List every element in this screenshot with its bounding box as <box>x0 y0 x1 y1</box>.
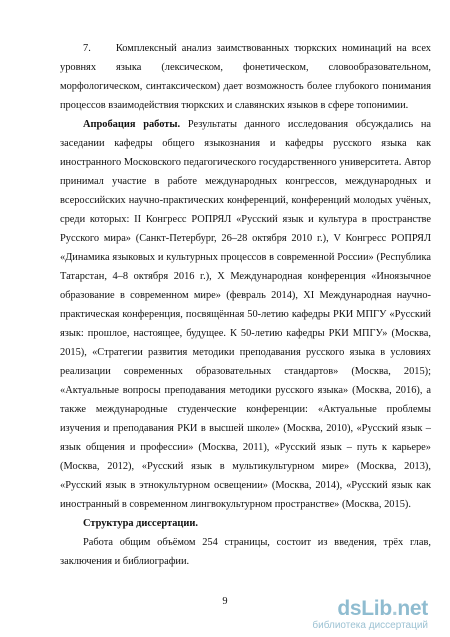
watermark-logo: dsLib.net <box>337 597 428 620</box>
structure-paragraph: Работа общим объёмом 254 страницы, состоит из введения, трёх глав, заключения и библиографии. <box>60 537 431 567</box>
approbation-heading: Апробация работы. <box>83 119 181 130</box>
body-text <box>60 39 431 571</box>
approbation-paragraph <box>60 115 431 514</box>
page-number: 9 <box>222 596 228 607</box>
watermark-subtitle: библиотека диссертаций <box>312 620 428 631</box>
structure-heading: Структура диссертации. <box>83 518 198 529</box>
structure-heading-paragraph <box>60 514 431 533</box>
dslib-watermark <box>294 598 428 632</box>
approbation-text: Результаты данного исследования обсуждались на заседании кафедры общего языкознания и кафедры русского языка как иностранного Московского педагогического государственного университета. Автор принимал участие в работе международных конгрессов, международных и всероссийских научно-практических конференций, конференций молодых учёных, среди которых: II Конгресс РОПРЯЛ «Русский язык и культура в пространстве Русского мира» (Санкт-Петербург, 26–28 октября 2010 г.), V Конгресс РОПРЯЛ «Динамика языковых и культурных процессов в современной России» (Республика Татарстан, 4–8 октября 2016 г.), X Международная конференция «Иноязычное образование в современном мире» (февраль 2014), XI Международная научно-практическая конференция, посвящённая 50-летию кафедры РКИ МПГУ «Русский язык: прошлое, настоящее, будущее. К 50-летию кафедры РКИ МПГУ» (Москва, 2015), «Стратегии развития методики преподавания русского языка в условиях реализации современных образовательных стандартов» (Москва, 2015); «Актуальные вопросы преподавания методики русского языка» (Москва, 2016), а также международные студенческие конференции: «Актуальные проблемы изучения и преподавания РКИ в высшей школе» (Москва, 2010), «Русский язык – язык общения и профессии» (Москва, 2011), «Русский язык – путь к карьере» (Москва, 2012), «Русский язык в мультикультурном мире» (Москва, 2013), «Русский язык в этнокультурном освещении» (Москва, 2014), «Русский язык как иностранный в современном лингвокультурном пространстве» (Москва, 2015). <box>60 119 431 510</box>
list-item-7: 7. Комплексный анализ заимствованных тюркских номинаций на всех уровнях языка (лексическом, фонетическом, словообразовательном, морфологическом, синтаксическом) дает возможность более глубокого понимания процессов взаимодействия тюркских и славянских языков в сфере топонимии. <box>60 43 431 111</box>
